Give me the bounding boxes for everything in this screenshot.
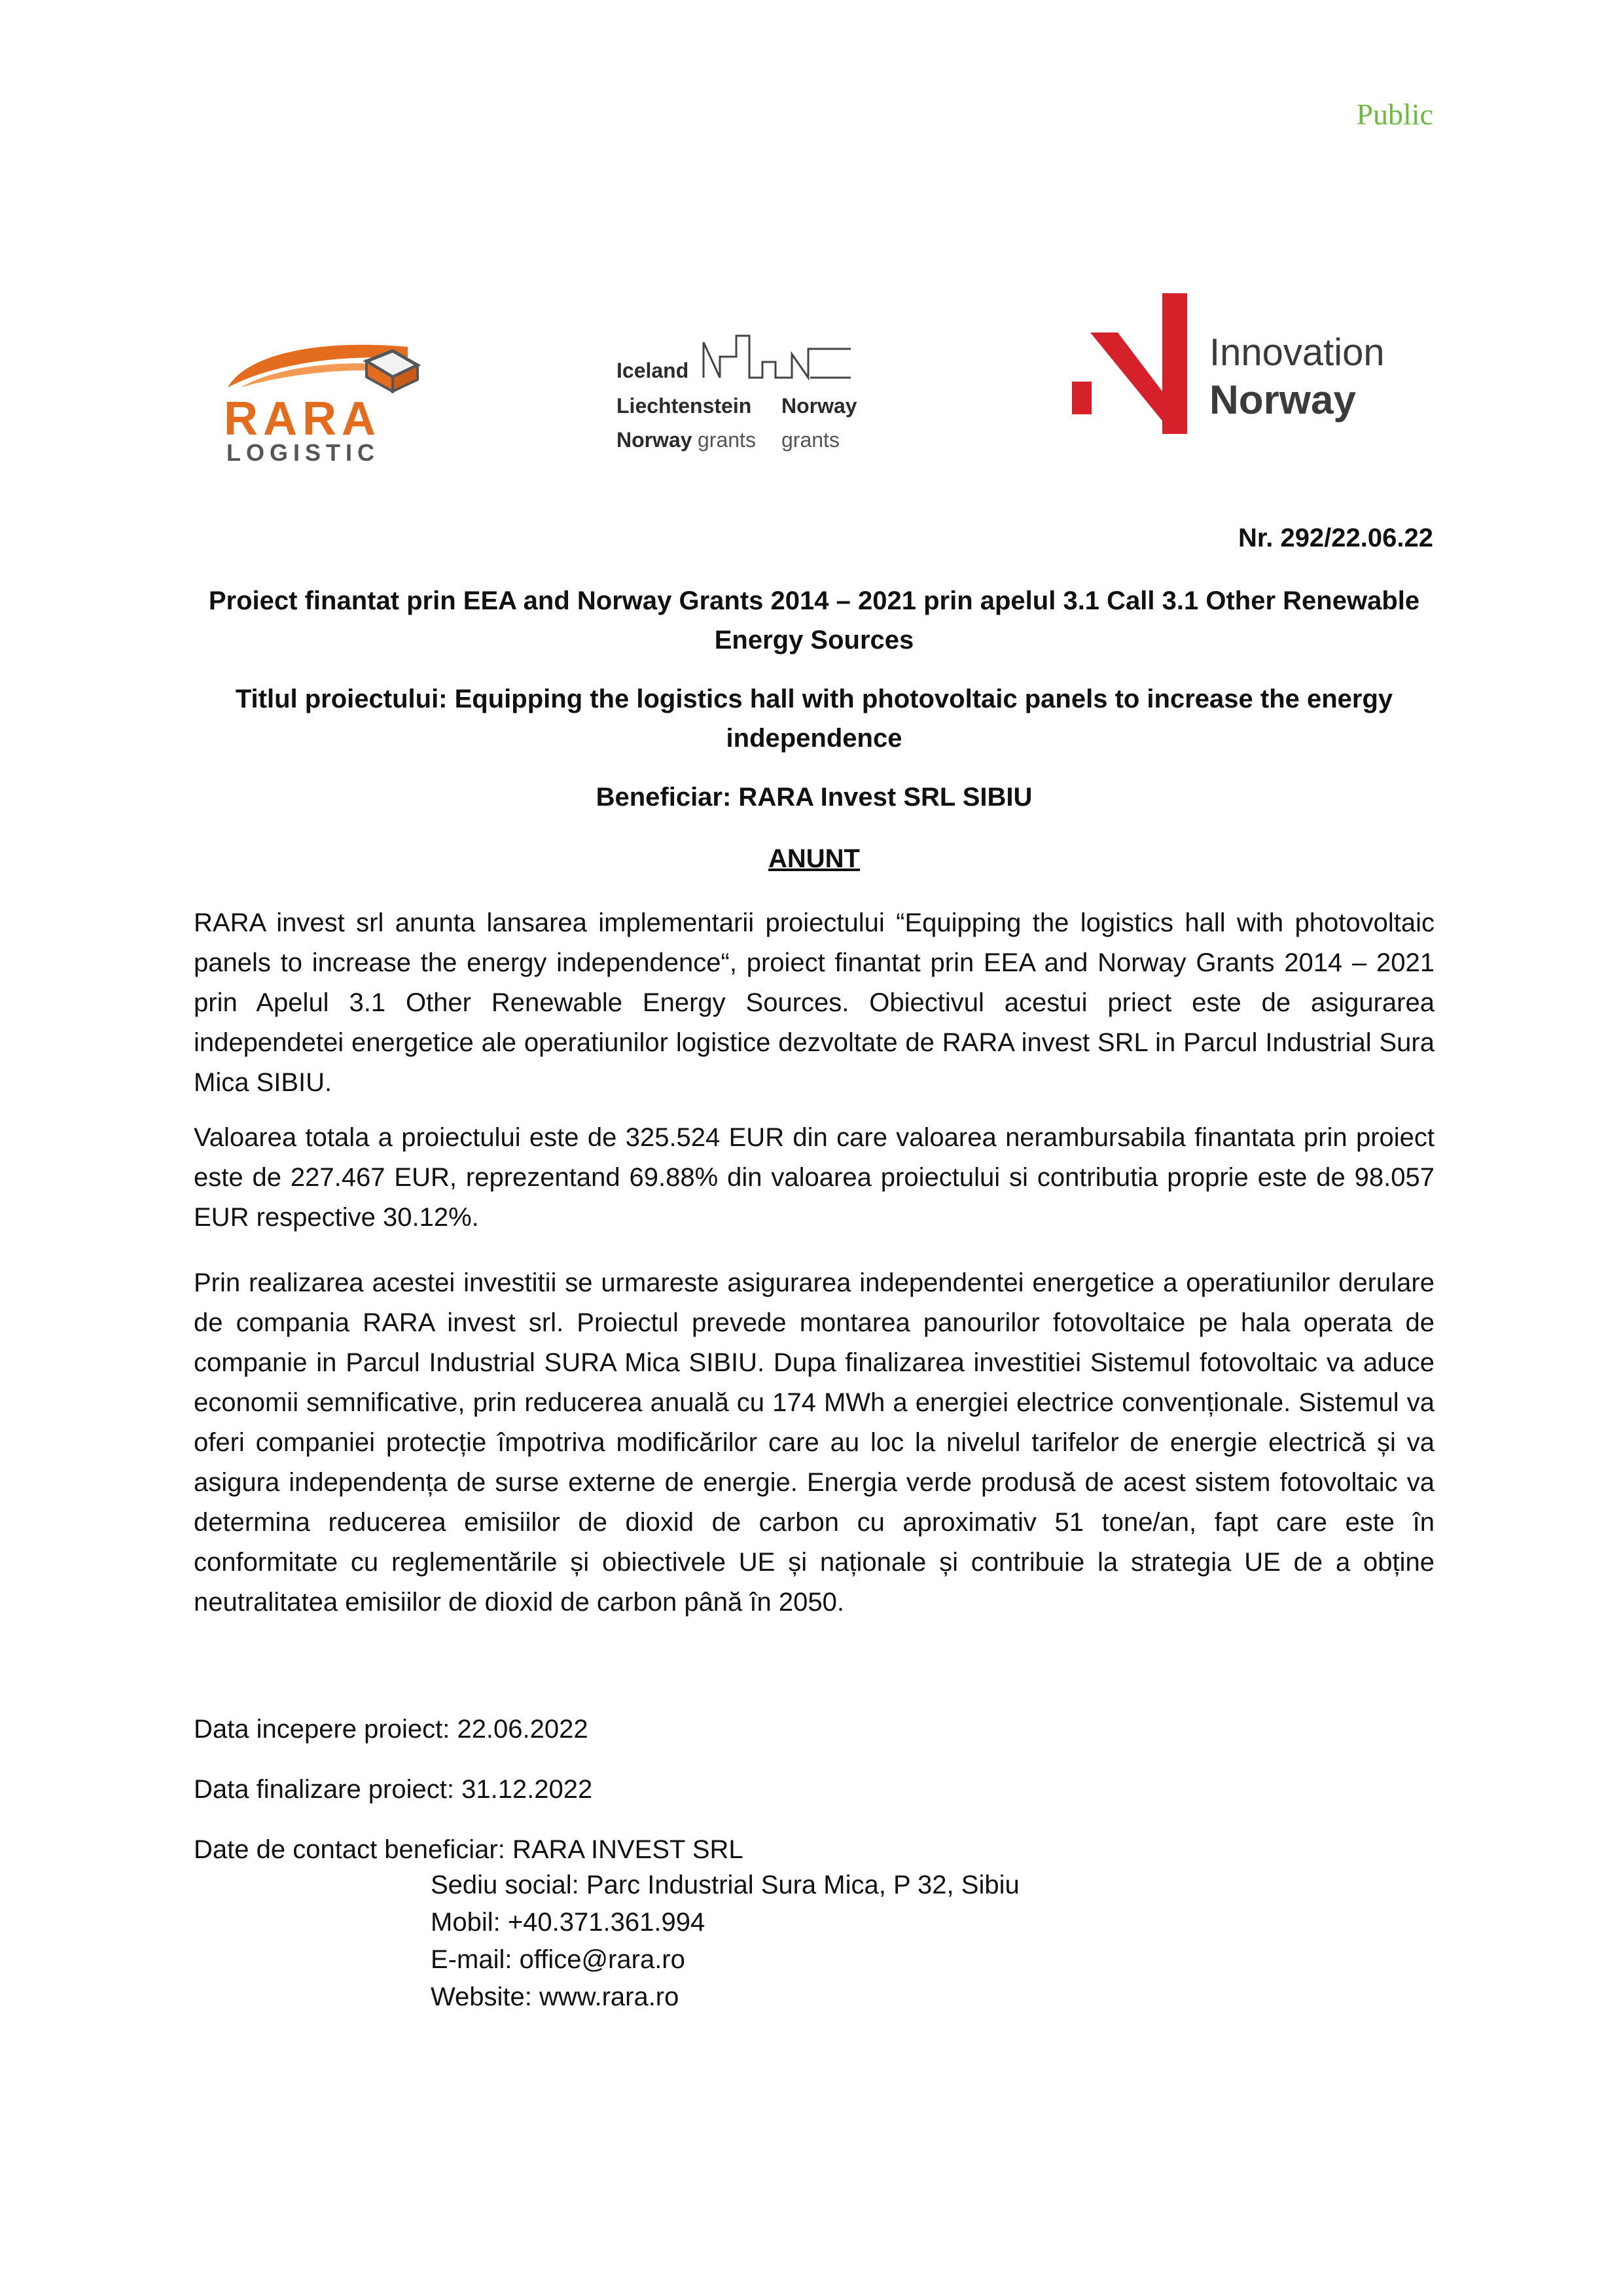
eea-logo-norway-bold: Norway [616, 428, 692, 452]
eea-logo-liechtenstein: Liechtenstein [616, 394, 752, 418]
innovation-norway-text-2: Norway [1209, 378, 1356, 423]
contact-email[interactable]: E-mail: office@rara.ro [431, 1945, 685, 1974]
project-title-heading: Titlul proiectului: Equipping the logistics hall with photovoltaic panels to increase the energy independence [235, 685, 1393, 753]
eea-logo-grants-2: grants [781, 428, 840, 452]
eea-logo-iceland: Iceland [616, 359, 689, 382]
announcement-heading: ANUNT [768, 844, 860, 873]
funding-heading: Proiect finantat prin EEA and Norway Grants 2014 – 2021 prin apelul 3.1 Call 3.1 Other Renewable Energy Sources [208, 586, 1420, 655]
rara-logistic-logo [221, 327, 424, 465]
beneficiary-heading: Beneficiar: RARA Invest SRL SIBIU [596, 783, 1033, 812]
contact-label: Date de contact beneficiar: RARA INVEST SRL [194, 1835, 743, 1864]
document-reference-number: Nr. 292/22.06.22 [1238, 524, 1433, 552]
eea-logo-norway: Norway [781, 394, 857, 418]
paragraph-objectives: Prin realizarea acestei investitii se urmareste asigurarea independentei energetice a operatiunilor derulare de compania RARA invest srl. Proiectul prevede montarea panourilor fotovoltaice pe hala operata de companie in Parcul Industrial SURA Mica SIBIU. Dupa finalizarea investitiei Sistemul fotovoltaic va aduce economii semnificative, prin reducerea anuală cu 174 MWh a energiei electrice convenționale. Sistemul va oferi companiei protecție împotriva modificărilor care au loc la nivelul tarifelor de energie electrică și va asigura independența de surse externe de energie. Energia verde produsă de acest sistem fotovoltaic va determina reducerea emisiilor de dioxid de carbon cu aproximativ 51 tone/an, fapt care este în conformitate cu reglementările și obiectivele UE și naționale și contribuie la strategia UE de a obține neutralitatea emisiilor de dioxid de carbon până în 2050. [194, 1268, 1435, 1617]
innovation-norway-text-1: Innovation [1209, 331, 1385, 374]
contact-mobile: Mobil: +40.371.361.994 [431, 1908, 705, 1937]
paragraph-value: Valoarea totala a proiectului este de 325.524 EUR din care valoarea nerambursabila finantata prin proiect este de 227.467 EUR, reprezentand 69.88% din valoarea proiectului si contributia proprie este de 98.057 EUR respective 30.12%. [194, 1123, 1435, 1232]
eea-norway-grants-logo [615, 331, 877, 461]
rara-logo-subtext: LOGISTIC [226, 439, 380, 465]
contact-website[interactable]: Website: www.rara.ro [431, 1982, 679, 2011]
contact-address: Sediu social: Parc Industrial Sura Mica, P 32, Sibiu [431, 1871, 1020, 1899]
rara-logo-text: RARA [224, 393, 381, 445]
innovation-norway-logo [1064, 293, 1404, 437]
contact-details [431, 1867, 1020, 2016]
project-end-date: Data finalizare proiect: 31.12.2022 [194, 1775, 593, 1804]
eea-logo-grants-1: grants [698, 428, 756, 452]
project-start-date: Data incepere proiect: 22.06.2022 [194, 1715, 588, 1744]
classification-label: Public [1356, 98, 1433, 131]
paragraph-launch: RARA invest srl anunta lansarea implementarii proiectului “Equipping the logistics hall with photovoltaic panels to increase the energy independence“, proiect finantat prin EEA and Norway Grants 2014 – 2021 prin Apelul 3.1 Other Renewable Energy Sources. Obiectivul acestui priect este de asigurarea independetei energetice ale operatiunilor logistice dezvoltate de RARA invest SRL in Parcul Industrial Sura Mica SIBIU. [194, 908, 1435, 1097]
